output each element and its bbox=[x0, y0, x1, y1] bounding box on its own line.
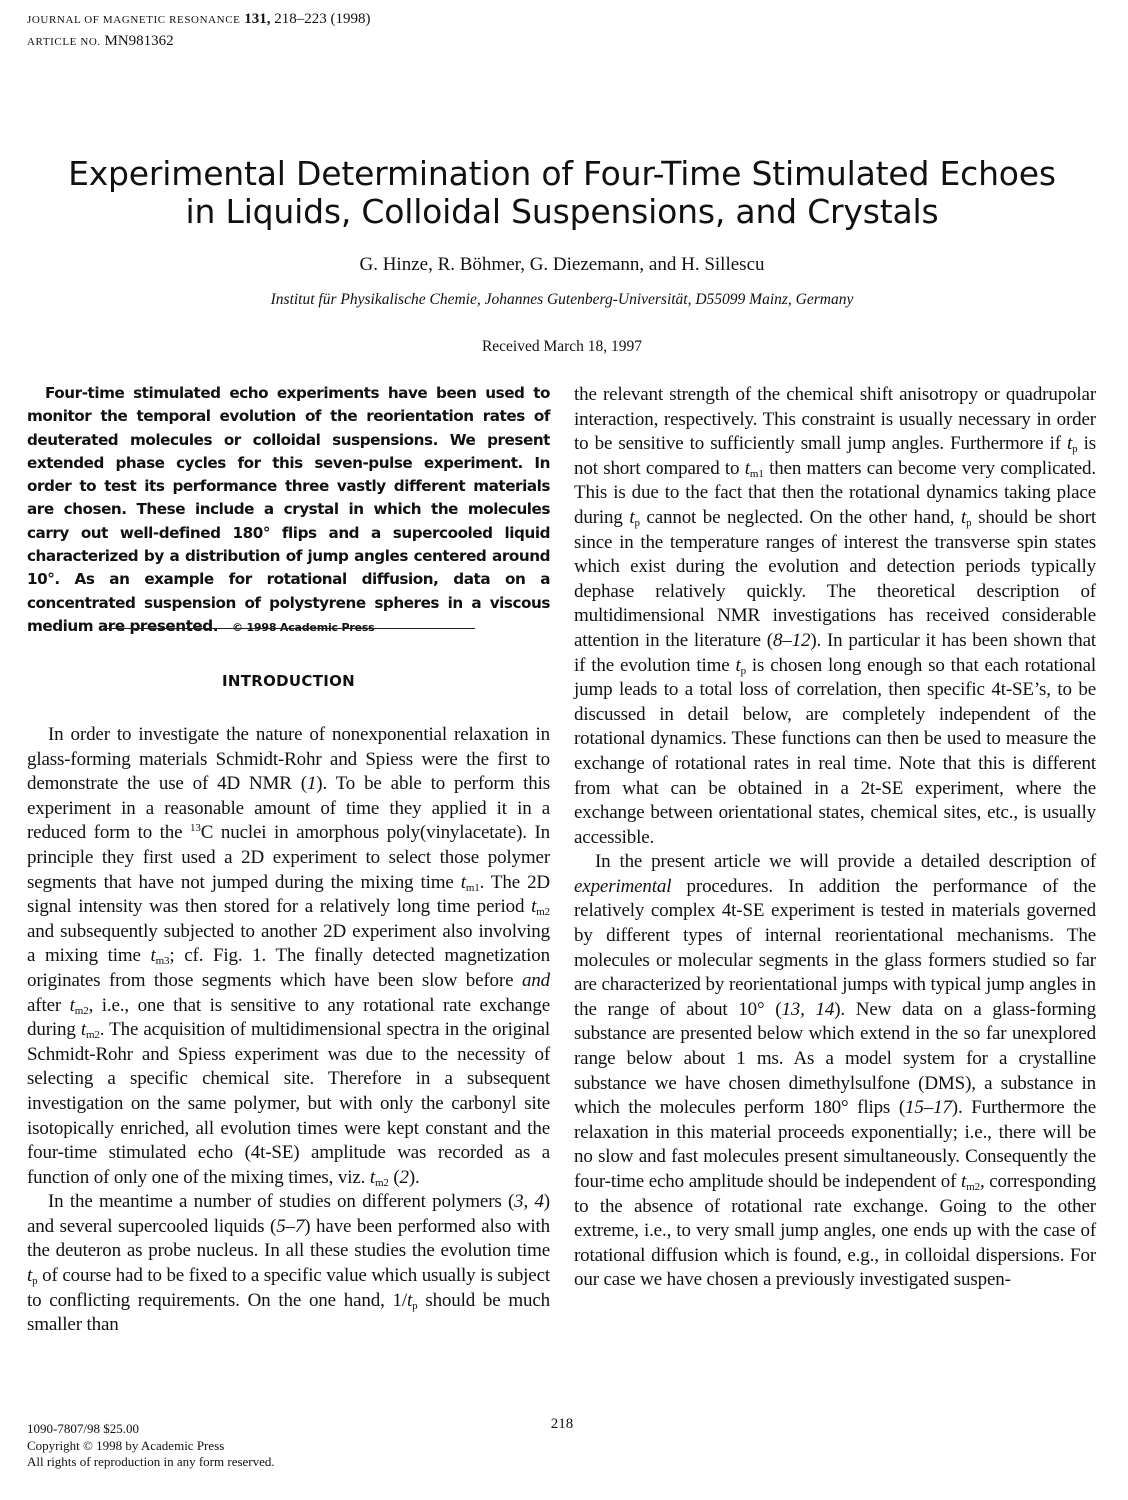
affiliation: Institut für Physikalische Chemie, Johannes Gutenberg-Universität, D55099 Mainz, Germany bbox=[270, 291, 854, 308]
citation-ref: 2 bbox=[399, 1166, 409, 1188]
title-line-2: in Liquids, Colloidal Suspensions, and Crystals bbox=[185, 192, 939, 231]
copyright-footer bbox=[27, 1421, 275, 1471]
right-column bbox=[574, 383, 1096, 1293]
journal-volume: 131, bbox=[244, 11, 271, 27]
intro-paragraph-2-continued: the relevant strength of the chemical shift anisotropy or quadrupolar interaction, respectively. This constraint is usually necessary in order to be sensitive to sufficiently small jump angles. Furthermore if $t_p$ is not short compared to $t_{m1}$ then matters can become very complicated. This is due to the fact that then the rotational dynamics taking place during $t_p$ cannot be neglected. On the other hand, $t_p$ should be short since in the temperature ranges of interest the transverse spin states which exist during the evolution and detection periods typically dephase relatively quickly. The theoretical description of multidimensional NMR investigations has received considerable attention in the literature (8–12). In particular it has been shown that if the evolution time $t_p$ is chosen long enough so that each rotational jump leads to a total loss of correlation, then specific 4t-SE’s, to be discussed in detail below, are completely independent of the rotational dynamics. These functions can then be used to measure the exchange of rotational rates in real time. Note that this is different from what can be obtained in a 2t-SE experiment, where the exchange between orientational states, chemical sites, etc., is usually accessible. bbox=[574, 384, 1096, 848]
journal-name: JOURNAL OF MAGNETIC RESONANCE bbox=[27, 14, 241, 26]
citation-ref: 8–12 bbox=[772, 629, 811, 651]
abstract-body bbox=[27, 382, 550, 639]
abstract-copyright: © 1998 Academic Press bbox=[232, 620, 375, 634]
article-number: MN981362 bbox=[104, 33, 174, 49]
article-number-label: ARTICLE NO. bbox=[27, 36, 101, 48]
citation-ref: 13, 14 bbox=[781, 998, 835, 1020]
authors: G. Hinze, R. Böhmer, G. Diezemann, and H. Sillescu bbox=[359, 254, 765, 275]
article-number-line bbox=[27, 31, 370, 53]
page-number: 218 bbox=[550, 1416, 574, 1432]
paper-title bbox=[40, 155, 1084, 231]
section-heading-introduction: INTRODUCTION bbox=[221, 672, 356, 690]
intro-paragraph-2: In the meantime a number of studies on different polymers (3, 4) and several supercooled liquids (5–7) have been performed also with the deuteron as probe nucleus. In all these studies the evolution time $t_p$ of course had to be fixed to a specific value which usually is subject to conflicting requirements. On the one hand, $1/t_p$ should be much smaller than bbox=[27, 1191, 551, 1336]
citation-ref: 1 bbox=[306, 773, 317, 795]
abstract bbox=[27, 382, 550, 639]
citation-ref: 15–17 bbox=[905, 1097, 952, 1119]
abstract-text: Four-time stimulated echo experiments have been used to monitor the temporal evolution of the reorientation rates of deuterated molecules or colloidal suspensions. We present extended phase cycles for this seven-pulse experiment. In order to test its performance three vastly different materials are chosen. These include a crystal in which the molecules carry out well-defined 180° flips and a supercooled liquid characterized by a distribution of jump angles centered around 10°. As an example for rotational diffusion, data on a concentrated suspension of polystyrene spheres in a viscous medium are presented. bbox=[27, 384, 550, 635]
intro-paragraph-1: In order to investigate the nature of nonexponential relaxation in glass-forming materials Schmidt-Rohr and Spiess were the first to demonstrate the use of 4D NMR (1). To be able to perform this experiment in a reasonable amount of time they applied it in a reduced form to the $^{13}$C nuclei in amorphous poly(vinylacetate). In principle they first used a 2D experiment to select those polymer segments that have not jumped during the mixing time $t_{m1}$. The 2D signal intensity was then stored for a relatively long time period $t_{m2}$ and subsequently subjected to another 2D experiment also involving a mixing time $t_{m3}$; cf. Fig. 1. The finally detected magnetization originates from those segments which have been slow before and after $t_{m2}$, i.e., one that is sensitive to any rotational rate exchange during $t_{m2}$. The acquisition of multidimensional spectra in the original Schmidt-Rohr and Spiess experiment was due to the necessity of selecting a specific chemical site. Therefore in a subsequent investigation on the same polymer, but with only the carbonyl site isotopically enriched, all evolution times were kept constant and the four-time stimulated echo (4t-SE) amplitude was recorded as a function of only one of the mixing times, viz. $t_{m2}$ (2). bbox=[27, 724, 550, 1189]
footer-price: 1090-7807/98 $25.00 bbox=[27, 1421, 139, 1436]
intro-paragraph-3: In the present article we will provide a detailed description of experimental procedures. In addition the performance of the relatively complex 4t-SE experiment is tested in materials governed by different types of internal reorientational mechanisms. The molecules or molecular segments in the glass formers studied so far are characterized by reorientational jumps with typical jump angles in the range of about 10° (13, 14). New data on a glass-forming substance are presented below which extend in the so far unexplored range below about 1 ms. As a model system for a crystalline substance we have chosen dimethylsulfone (DMS), a substance in which the molecules perform 180° flips (15–17). Furthermore the relaxation in this material proceeds exponentially; i.e., there will be no slow and fast molecules present simultaneously. Consequently the four-time echo amplitude should be independent of $t_{m2}$, corresponding to the absence of rotational rate exchange. Going to the other extreme, i.e., to very small jump angles, one ends up with the case of rotational diffusion which is found, e.g., in colloidal dispersions. For our case we have chosen a previously investigated suspen- bbox=[574, 851, 1097, 1291]
journal-header bbox=[27, 9, 370, 53]
journal-citation-line bbox=[27, 9, 370, 31]
footer-copyright: Copyright © 1998 by Academic Press bbox=[27, 1437, 225, 1453]
received-date: Received March 18, 1997 bbox=[481, 338, 643, 355]
left-column bbox=[27, 723, 550, 1338]
citation-ref: 5–7 bbox=[276, 1215, 305, 1237]
footer-rights: All rights of reproduction in any form reserved. bbox=[27, 1454, 275, 1469]
journal-pages-year: 218–223 (1998) bbox=[274, 11, 371, 27]
section-divider bbox=[103, 628, 475, 629]
title-line-1: Experimental Determination of Four-Time Stimulated Echoes bbox=[68, 154, 1056, 193]
citation-ref: 3, 4 bbox=[514, 1191, 544, 1213]
